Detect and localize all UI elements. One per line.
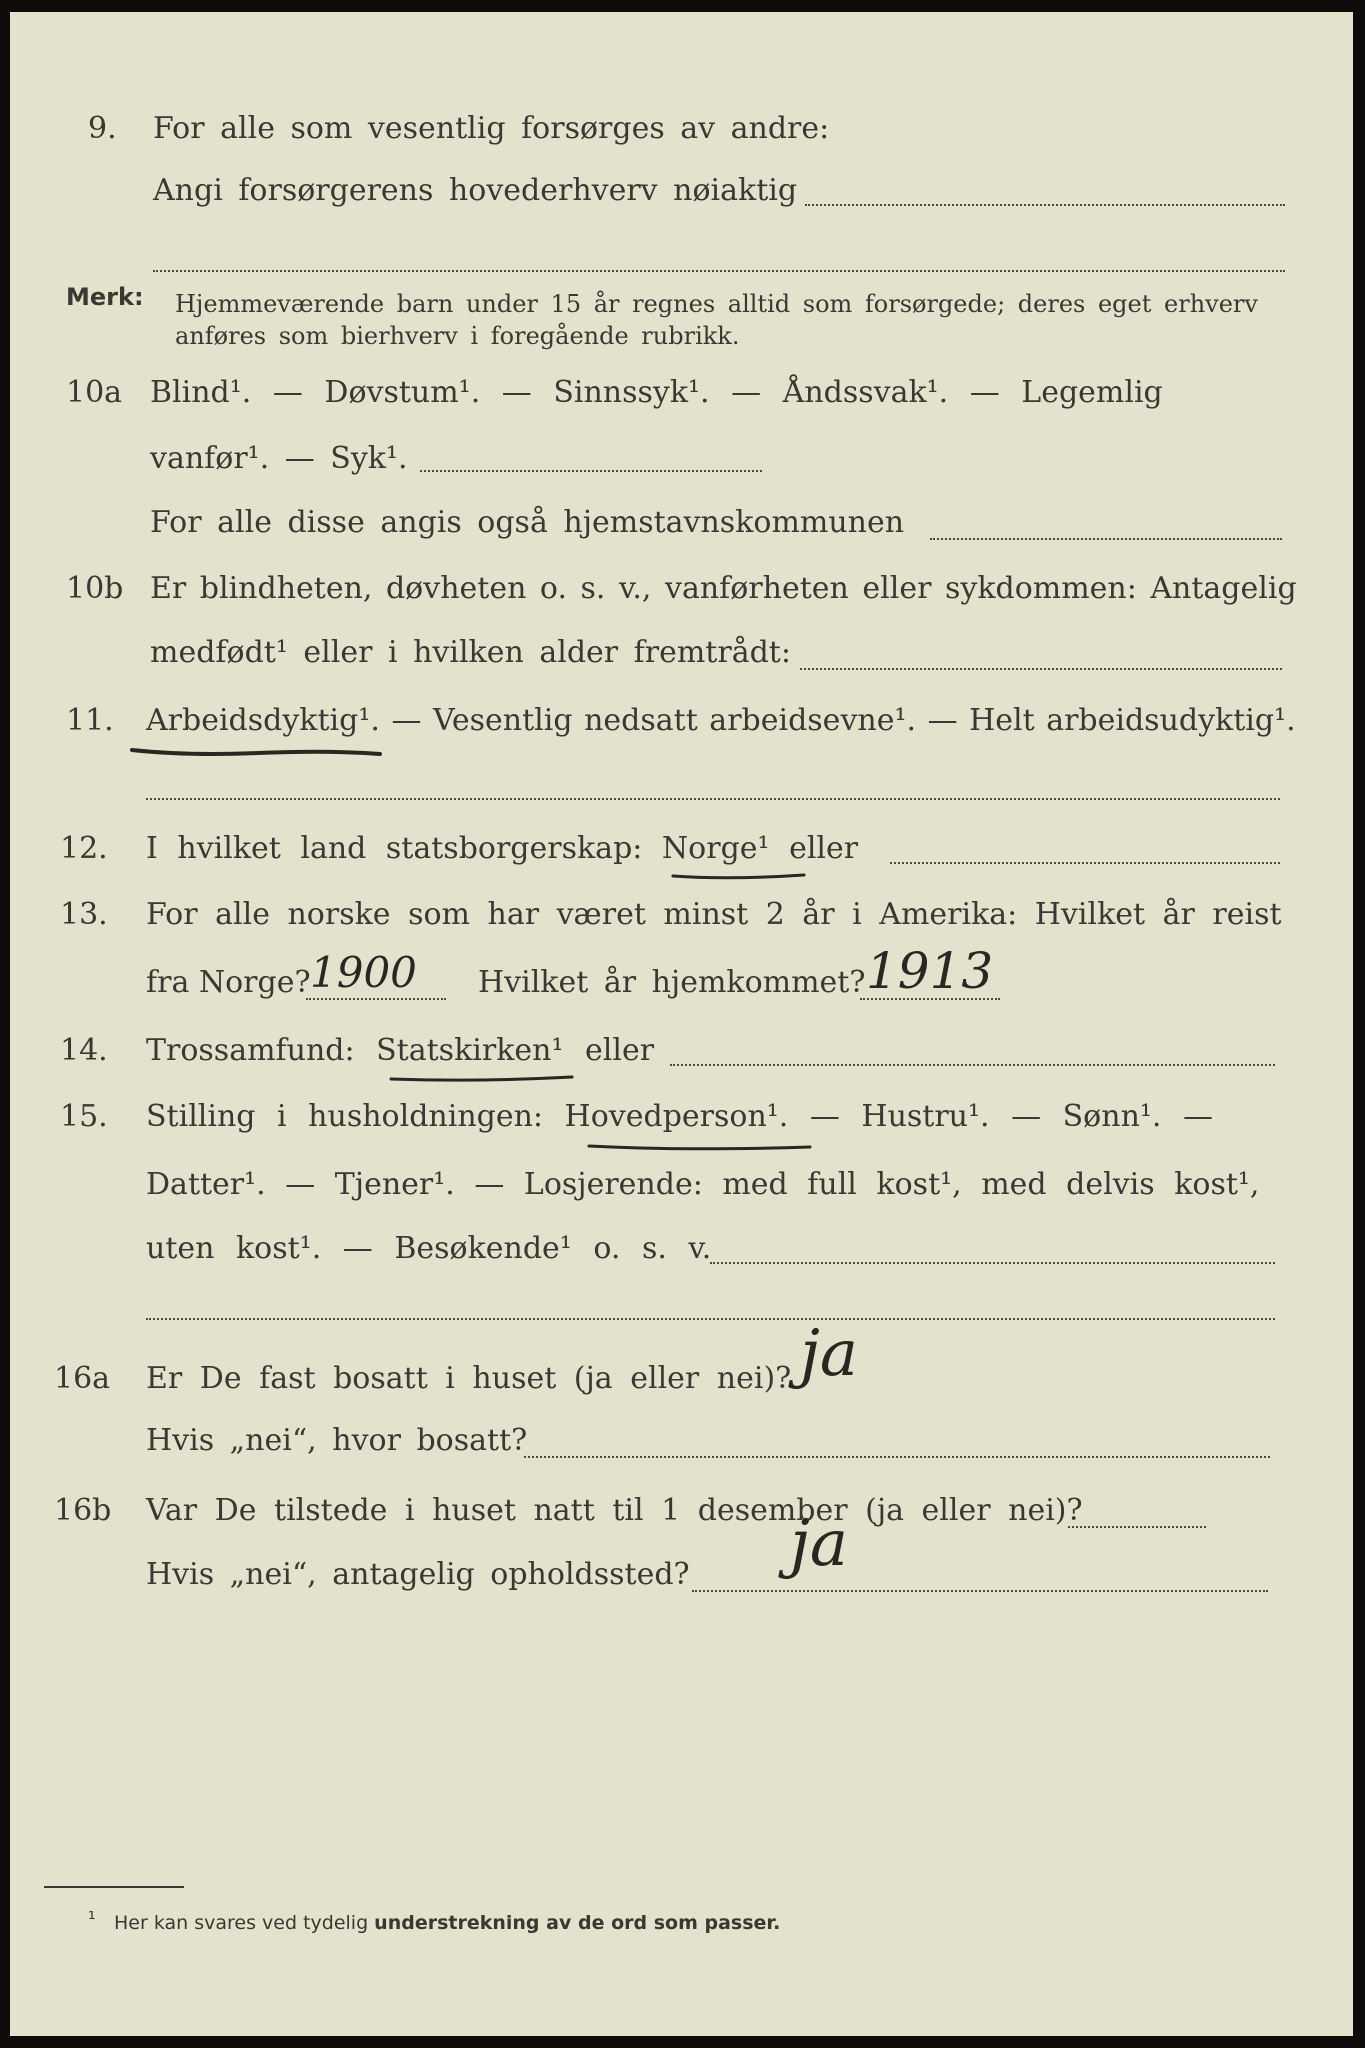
q14-handwritten-underline [388,1070,578,1086]
q10a-hjemstavn-line[interactable] [930,538,1282,540]
q16b-opholdssted-line[interactable] [692,1590,1268,1592]
q13-returned-line[interactable] [860,998,1000,1000]
footnote-rule [44,1886,184,1888]
q16a-answer-line[interactable] [524,1456,1270,1458]
q10a-number: 10a [66,375,123,410]
merk-label: Merk: [66,283,144,311]
q16a-text-line1: Er De fast bosatt i huset (ja eller nei)? [146,1361,792,1396]
q11-answer-line[interactable] [146,798,1280,800]
q16a-text-line2: Hvis „nei“, hvor bosatt? [146,1423,528,1458]
q10b-number: 10b [66,571,124,606]
q9-text-line1: For alle som vesentlig forsørges av andre: [153,111,830,146]
q10a-answer-line[interactable] [420,470,762,472]
q13-text-line2a: fra Norge? [146,965,311,1000]
q9-answer-line[interactable] [805,204,1285,206]
q15-handwritten-underline [586,1138,816,1154]
q11-text-line1: Arbeidsdyktig¹. — Vesentlig nedsatt arbeidsevne¹. — Helt arbeidsudyktig¹. [146,703,1296,738]
q10b-text-line1: Er blindheten, døvheten o. s. v., vanførheten eller sykdommen: Antagelig [150,571,1297,606]
q16b-answer-line[interactable] [1068,1526,1206,1528]
answer-q16b: ja [790,1507,848,1581]
q16a-number: 16a [54,1361,111,1396]
q10b-text-line2: medfødt¹ eller i hvilken alder fremtrådt: [150,635,791,670]
q16b-text-line2: Hvis „nei“, antagelig opholdssted? [146,1557,690,1592]
footnote-text [114,1914,780,1933]
merk-text-line2: anføres som bierhverv i foregående rubrikk. [175,322,740,350]
q15-number: 15. [60,1099,108,1134]
q9-number: 9. [88,111,117,146]
q10a-text-line1: Blind¹. — Døvstum¹. — Sinnssyk¹. — Åndssvak¹. — Legemlig [150,375,1163,410]
census-form-page [10,12,1353,2036]
q16b-text-line1: Var De tilstede i huset natt til 1 desember (ja eller nei)? [146,1493,1083,1528]
q10b-answer-line[interactable] [800,668,1282,670]
q13-number: 13. [60,897,108,932]
q16b-number: 16b [54,1493,112,1528]
q13-departed-line[interactable] [306,998,446,1000]
answer-q16a: ja [800,1317,858,1391]
q12-handwritten-underline [670,868,810,884]
q12-answer-line[interactable] [890,862,1280,864]
q9-answer-line-2[interactable] [153,270,1285,272]
q12-text-line1: I hvilket land statsborgerskap: Norge¹ eller [146,831,859,866]
q15-text-line3: uten kost¹. — Besøkende¹ o. s. v. [146,1231,712,1266]
q15-answer-line-2[interactable] [146,1318,1275,1320]
q13-text-line2b: Hvilket år hjemkommet? [478,965,866,1000]
q12-number: 12. [60,831,108,866]
q15-text-line1: Stilling i husholdningen: Hovedperson¹. — Hustru¹. — Sønn¹. — [146,1099,1213,1134]
q9-text-line2: Angi forsørgerens hovederhverv nøiaktig [153,173,798,208]
q14-text-line1: Trossamfund: Statskirken¹ eller [146,1033,655,1068]
q11-number: 11. [66,703,114,738]
footnote-text-plain: Her kan svares ved tydelig [114,1912,369,1934]
q15-text-line2: Datter¹. — Tjener¹. — Losjerende: med full kost¹, med delvis kost¹, [146,1167,1260,1202]
merk-text-line1: Hjemmeværende barn under 15 år regnes alltid som forsørgede; deres eget erhverv [175,290,1258,318]
q11-handwritten-underline [128,740,388,762]
answer-year-returned: 1913 [866,942,994,1000]
q14-number: 14. [60,1033,108,1068]
q13-text-line1: For alle norske som har været minst 2 år i Amerika: Hvilket år reist [146,897,1282,932]
answer-year-departed: 1900 [310,948,417,997]
footnote-marker: ¹ [88,1908,96,1930]
q14-answer-line[interactable] [670,1064,1275,1066]
q10a-text-line3: For alle disse angis også hjemstavnskommunen [150,505,905,540]
q15-answer-line[interactable] [710,1262,1275,1264]
footnote-text-bold: understrekning av de ord som passer. [374,1912,781,1934]
q10a-text-line2: vanfør¹. — Syk¹. [150,441,408,476]
